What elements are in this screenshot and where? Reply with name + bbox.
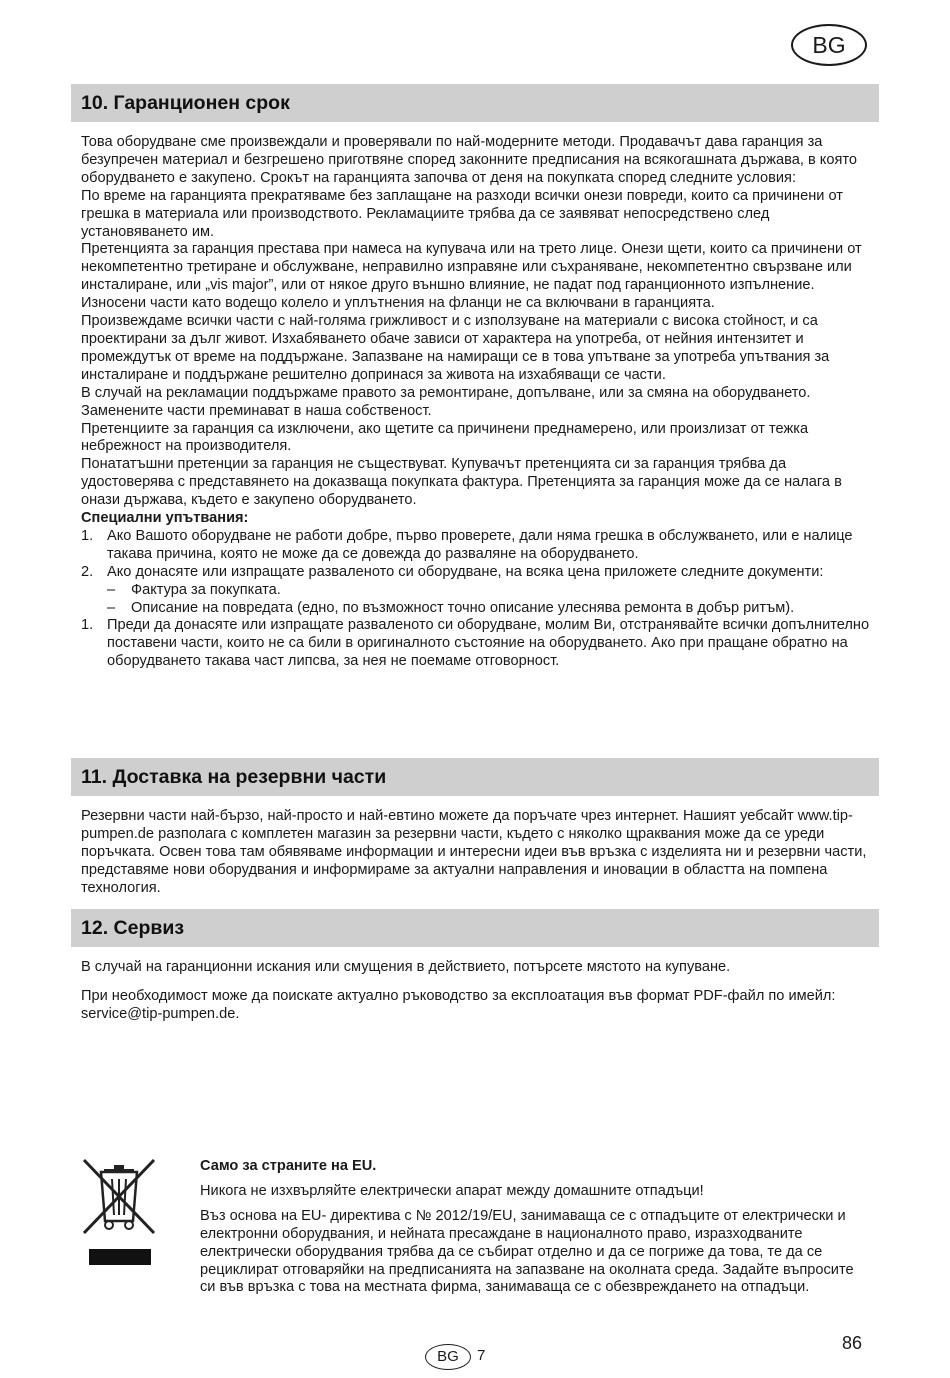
service-paragraph: При необходимост може да поискате актуално ръководство за експлоатация във формат PDF-файл по имейл: service@tip-pumpen.de. — [81, 987, 836, 1022]
sub-list-item — [81, 600, 871, 618]
warranty-paragraph: Претенциите за гаранция са изключени, ако щетите са причинени преднамерено, или произлизат от тежка небрежност на производителя. — [81, 420, 809, 455]
dash-bullet: – — [107, 599, 116, 616]
list-number: 1. — [81, 527, 94, 544]
service-paragraph: В случай на гаранционни искания или смущения в действието, потърсете мястото на купуване. — [81, 959, 731, 975]
crossed-out-wheelie-bin-icon — [79, 1155, 159, 1270]
list-text: Преди да донасяте или изпращате развaленото си оборудване, молим Ви, отстранявайте всички допълнително поставени части, които не са били в оригиналното състояние на оборудването. Ако при пращане обратно на оборудването такава част липсва, за нея не поемаме отговорност. — [107, 617, 870, 670]
eu-notice-title: Само за страните на EU. — [200, 1158, 377, 1174]
sub-list-item — [81, 582, 871, 600]
special-instructions-title: Специални упътвания: — [81, 510, 249, 527]
section-10-body — [81, 134, 871, 671]
list-item — [81, 528, 871, 564]
warranty-paragraph: Това оборудване сме произвеждали и проверявали по най-модерните методи. Продавачът дава гаранция за безупречен материал и безгрешено приготвяне според законните предписания на всякогашната държава, в която оборудването е закупено. Срокът на гаранцията започва от деня на покупката според следните условия: — [81, 134, 857, 186]
eu-notice — [200, 1158, 870, 1304]
section-12-title: 12. Сервиз — [71, 909, 879, 947]
section-12-body — [81, 959, 871, 1024]
list-text: Ако донасяте или изпращате развaленото си оборудване, на всяка цена приложете следните документи: — [107, 563, 824, 580]
section-11-title: 11. Доставка на резервни части — [71, 758, 879, 796]
list-item — [81, 564, 871, 582]
list-number: 2. — [81, 563, 94, 580]
warranty-paragraph: В случай на рекламации поддържаме правото за ремонтиране, допълване, или за смяна на оборудването. Заменените части преминават в наша собственост. — [81, 384, 811, 419]
page-number: 86 — [842, 1333, 863, 1353]
warranty-paragraph: Произвеждаме всички части с най-голяма грижливост и с използуване на материали с висока стойност, и са проектирани за дълг живот. Изхабяването обаче зависи от характера на употреба, от нейния интензитет и промеждутък от време на поддържане. Запазване на намиращи се в това упътване за употреба упътвания за инсталиране и поддържане решително допринася за живота на изхабяващи се части. — [81, 313, 830, 383]
footer-language-badge: BG — [425, 1344, 471, 1370]
sub-list-text: Фактура за покупката. — [131, 581, 281, 598]
list-text: Ако Вашото оборудване не работи добре, първо проверете, дали няма грешка в обслужването, или е налице такава причина, която не може да се довежда до разваляне на оборудването. — [107, 527, 853, 562]
footer-page-number: 7 — [477, 1347, 486, 1364]
spare-parts-paragraph: Резервни части най-бързо, най-просто и най-евтино можете да поръчате чрез интернет. Нашият уебсайт www.tip-pumpen.de разполага с комплетен магазин за резервни части, където с няколко щраквания може да се уреди поръчката. Освен това там обявяваме информации и интересни идеи във връзка с изделията ни и резервни части, представяме нови оборудвания и информираме за актуални направления и иновации в областта на помпена технология. — [81, 808, 867, 896]
list-item — [81, 617, 871, 671]
list-number: 1. — [81, 617, 94, 634]
language-badge: BG — [791, 24, 867, 66]
warranty-paragraph: По време на гаранцията прекратяваме без заплащане на разходи всички онези повреди, които са причинени от грешка в материала или производството. Рекламациите трябва да се заявяват непосредствено след установяването им. — [81, 187, 843, 240]
warranty-paragraph: Претенцията за гаранция престава при намеса на купувача или на трето лице. Онези щети, които са причинени от некомпетентно третиране и обслужване, неправилно изправяне или съхраняване, некомпетентно свързване или инсталиране, или „vis major”, или от някое друго външно влияние, не падат под гаранционното изпълнение. — [81, 241, 862, 294]
dash-bullet: – — [107, 581, 116, 598]
section-10-title: 10. Гаранционен срок — [71, 84, 879, 122]
eu-notice-warning: Никога не изхвърляйте електрически апарат между домашните отпадъци! — [200, 1182, 704, 1199]
eu-notice-text: Въз основа на EU- директива с № 2012/19/EU, занимаваща се с отпадъците от електрически и електронни оборудвания, и нейната пресаждане в националното право, изразходваните електрически оборудвания трябва да се събират отделно и да се погрижe да това, те да се рециклират отговаряйки на предписанията на запазване на околната среда. Задайте въпросите си във връзка с това на местната фирма, занимаваща се с обезвреждането на отпадъци. — [200, 1207, 854, 1296]
warranty-paragraph: Понататъшни претенции за гаранция не съществуват. Купувачът претенцията си за гаранция трябва да удостоверява с представянето на доказваща покупката фактура. Претенцията за гаранция може да се налага в онази държава, където е закупено оборудването. — [81, 456, 842, 509]
sub-list-text: Описание на повредата (едно, по възможност точно описание улеснява ремонта в добър ритъм). — [131, 599, 795, 616]
section-11-body — [81, 808, 871, 898]
warranty-paragraph: Износени части като водещо колело и уплътнения на фланци не са включвани в гаранцията. — [81, 295, 715, 312]
